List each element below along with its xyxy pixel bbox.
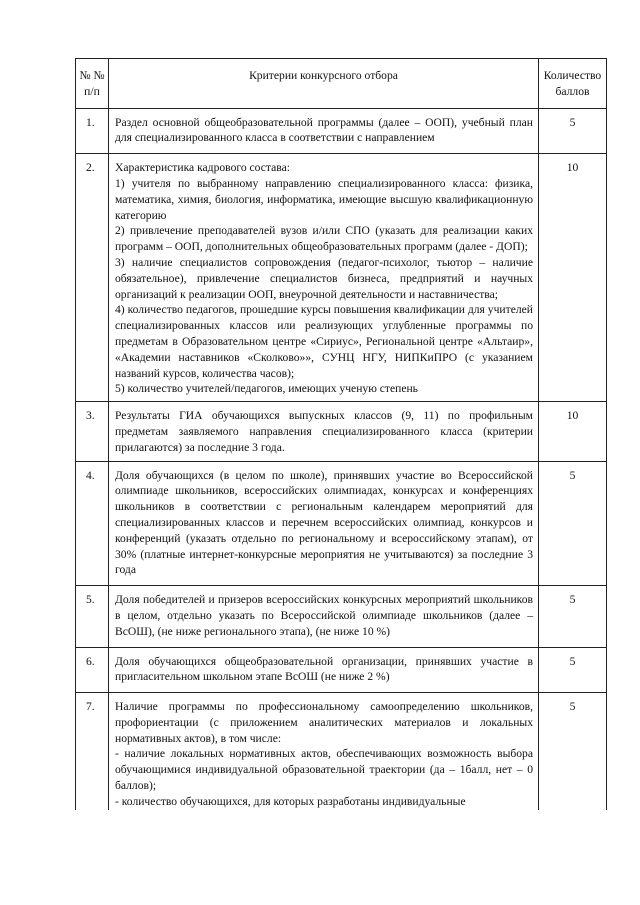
header-number: № № п/п <box>76 59 109 109</box>
row-number: 7. <box>76 693 109 810</box>
criteria-paragraph: Наличие программы по профессиональному самоопределению школьников, профориентации (с приложением аналитических материалов и локальных нормативных актов), в том числе: <box>115 700 533 745</box>
table-row <box>76 586 607 647</box>
table-header-row <box>76 59 607 109</box>
criteria-paragraph: - количество обучающихся, для которых разработаны индивидуальные <box>115 794 466 808</box>
row-points: 5 <box>539 647 607 693</box>
criteria-paragraph: Доля победителей и призеров всероссийских конкурсных мероприятий школьников в целом, отдельно указать по Всероссийской олимпиаде школьников (далее – ВсОШ), (не ниже регионального этапа), (не ниже 10 %) <box>115 593 533 638</box>
row-number: 2. <box>76 154 109 402</box>
criteria-paragraph: 5) количество учителей/педагогов, имеющих ученую степень <box>115 382 418 396</box>
criteria-paragraph: Раздел основной общеобразовательной программы (далее – ООП), учебный план для специализированного класса в соответствии с направлением <box>115 115 533 145</box>
criteria-table <box>75 58 607 810</box>
criteria-paragraph: Доля обучающихся общеобразовательной организации, принявших участие в пригласительном школьном этапе ВсОШ (не ниже 2 %) <box>115 654 533 684</box>
row-number: 1. <box>76 108 109 154</box>
row-criteria <box>109 693 539 810</box>
table-row <box>76 693 607 810</box>
table-row <box>76 402 607 461</box>
criteria-paragraph: 3) наличие специалистов сопровождения (педагог-психолог, тьютор – наличие обязательное), привлечение специалистов бизнеса, предприятий и научных организаций к реализации ООП, внеурочной деятельности и наставничества; <box>115 255 533 301</box>
row-criteria <box>109 461 539 586</box>
criteria-paragraph: - наличие локальных нормативных актов, обеспечивающих возможность выбора обучающимися индивидуальной образовательной траектории (да – 1балл, нет – 0 баллов); <box>115 747 533 793</box>
row-criteria <box>109 154 539 402</box>
row-criteria <box>109 402 539 461</box>
row-number: 5. <box>76 586 109 647</box>
row-number: 6. <box>76 647 109 693</box>
table-row <box>76 154 607 402</box>
row-criteria <box>109 586 539 647</box>
criteria-paragraph: 4) количество педагогов, прошедшие курсы повышения квалификации для учителей специализированных классов или реализующих углубленные программы по предметам в Образовательном центре «Сириус», Региональной центре «Альтаир», «Академии наставников «Сколково»», СУНЦ НГУ, НИПКиПРО (с указанием названий курсов, количества часов); <box>115 303 533 380</box>
row-points: 5 <box>539 461 607 586</box>
criteria-paragraph: 2) привлечение преподавателей вузов и/или СПО (указать для реализации каких программ – ООП, дополнительных общеобразовательных программ (далее - ДОП); <box>115 224 533 254</box>
table-row <box>76 647 607 693</box>
row-number: 4. <box>76 461 109 586</box>
row-points: 10 <box>539 154 607 402</box>
table-row <box>76 108 607 154</box>
row-points: 5 <box>539 586 607 647</box>
header-criteria: Критерии конкурсного отбора <box>109 59 539 109</box>
criteria-paragraph: Результаты ГИА обучающихся выпускных классов (9, 11) по профильным предметам заявляемого направления специализированного класса (критерии прилагаются) за последние 3 года. <box>115 409 533 454</box>
row-points: 5 <box>539 693 607 810</box>
criteria-paragraph: 1) учителя по выбранному направлению специализированного класса: физика, математика, химия, биология, информатика, имеющие высшую квалификационную категорию <box>115 176 533 222</box>
row-points: 5 <box>539 108 607 154</box>
table-row <box>76 461 607 586</box>
criteria-paragraph: Доля обучающихся (в целом по школе), принявших участие во Всероссийской олимпиаде школьников, всероссийских олимпиадах, конкурсах и конференциях школьников в соответствии с региональным календарем мероприятий для специализированных классов и перечнем всероссийских олимпиад, конкурсов и конференций (указать отдельно по региональному и всероссийскому этапам), от 30% (платные интернет-конкурсные мероприятия не учитываются) за последние 3 года <box>115 468 533 577</box>
table-body <box>76 108 607 810</box>
row-points: 10 <box>539 402 607 461</box>
row-number: 3. <box>76 402 109 461</box>
row-criteria <box>109 108 539 154</box>
header-points: Количество баллов <box>539 59 607 109</box>
row-criteria <box>109 647 539 693</box>
criteria-paragraph: Характеристика кадрового состава: <box>115 161 290 175</box>
